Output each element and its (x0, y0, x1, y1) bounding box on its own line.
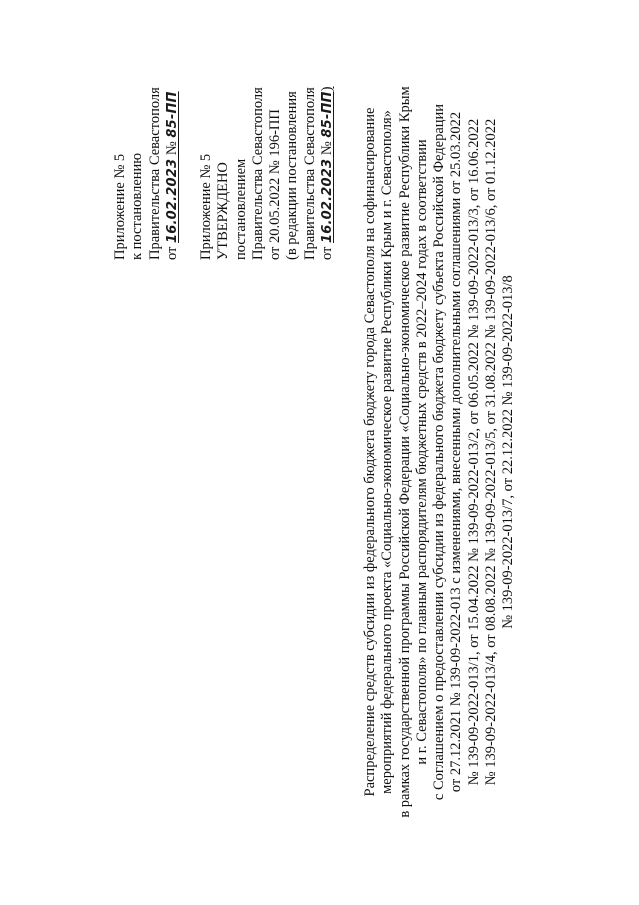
revision-date-line (319, 87, 336, 260)
handwritten-date: 16.02.2023 (320, 158, 336, 243)
approved-by: постановлением (232, 158, 249, 260)
revision-note: (в редакции постановления (284, 91, 301, 260)
annex-header (112, 87, 181, 260)
original-resolution: от 20.05.2022 № 196-ПП (267, 109, 284, 260)
handwritten-number: 85-ПП (164, 91, 180, 138)
closing-paren: ) (319, 86, 336, 92)
approval-stamp-block (198, 87, 336, 260)
number-sign: № (319, 137, 336, 159)
title-line: от 27.12.2021 № 139-09-2022-013 с изменениями, внесенными дополнительными соглашениями от 25.03.2022 (448, 111, 465, 793)
date-prefix: от (163, 242, 180, 260)
annex-date-line (164, 87, 181, 260)
document-title (362, 7, 518, 897)
annex-reference: к постановлению (129, 152, 146, 260)
annex-number: Приложение № 5 (112, 153, 128, 260)
annex-number: Приложение № 5 (198, 153, 214, 260)
date-prefix: от (319, 242, 336, 260)
title-line: мероприятий федерального проекта «Социально-экономическое развитие Республики Крым и г. Севастополя» (379, 110, 396, 794)
title-line: № 139-09-2022-013/4, от 08.08.2022 № 139-09-2022-013/5, от 31.08.2022 № 139-09-2022-013/6, от 01.12.2022 (483, 118, 500, 786)
annex-authority: Правительства Севастополя (146, 87, 163, 260)
handwritten-date: 16.02.2023 (164, 158, 180, 243)
approving-authority: Правительства Севастополя (249, 87, 266, 260)
revision-authority: Правительства Севастополя (301, 87, 318, 260)
approved-label: УТВЕРЖДЕНО (215, 162, 232, 260)
handwritten-number: 85-ПП (320, 91, 336, 138)
title-line: и г. Севастополя» по главным распорядителям бюджетных средств в 2022–2024 годах в соответствии (413, 139, 430, 765)
title-line: в рамках государственной программы Российской Федерации «Социально-экономическое развитие Республики Крым (396, 86, 413, 818)
title-line: с Соглашением о предоставлении субсидии из федерального бюджета бюджету субъекта Российской Федерации (431, 103, 448, 801)
title-line: № 139-09-2022-013/1, от 15.04.2022 № 139-09-2022-013/2, от 06.05.2022 № 139-09-2022-013/3, от 16.06.2022 (465, 118, 482, 786)
number-sign: № (163, 137, 180, 159)
title-line: № 139-09-2022-013/7, от 22.12.2022 № 139-09-2022-013/8 (500, 275, 517, 629)
title-line: Распределение средств субсидии из федерального бюджета бюджету города Севастополя на софинансирование (362, 107, 378, 797)
